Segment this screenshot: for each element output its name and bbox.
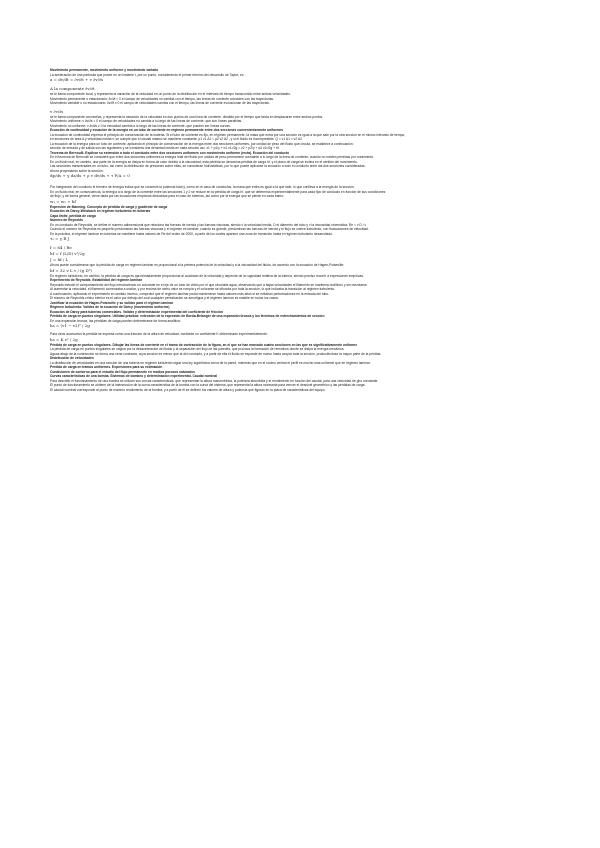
- equation: τ₀ = γ R J: [50, 236, 70, 241]
- body-line: Las secciones transversales en un tubo, así como la distribución de presiones sobre ellas, se consideran hidrostáticas, por lo que puede aplicarse la ecuación a todo el conducto entre las dos secciones consideradas.: [50, 164, 366, 168]
- equation: w₁ = w₂ + hf: [50, 198, 76, 204]
- body-line: sección de entrada y de salida son las siguientes y se considera una densidad media en cada sección así: z1 + p1/γ + α1 v1²/2g = z2 + p2/γ + α2 v2²/2g + hf: [50, 146, 279, 150]
- body-line: Reynolds estudió el comportamiento del flujo introduciendo un colorante en el eje de un tubo de vidrio por el que circulaba agua, observando que a bajas velocidades el filamento se mantenía rectilíneo y sin mezclarse.: [50, 282, 368, 287]
- body-line: Movimiento uniforme: v ∂v/∂s = 0 el campo de velocidades no cambia a lo largo de las líneas de corriente, que son líneas paralelas.: [50, 119, 243, 123]
- section-heading: Capa límite, pérdida de carga: [50, 213, 96, 218]
- equation: hs = (v1 − v2)² / 2g: [50, 323, 90, 328]
- section-heading: Pérdida de carga en tramos uniformes. Expresiones para su estimación: [50, 365, 163, 369]
- body-line: La ecuación de la energía para un tubo de corriente, aplicando el principio de conservación de la energía entre dos secciones uniformes, por unidad de peso del fluido que circula, se establece a continuación:: [50, 141, 354, 146]
- body-line: En el teorema de Bernoulli se considera que entre dos secciones uniformes la energía total del fluido por unidad de peso permanece constante a lo largo de la línea de corriente, cuando no existen pérdidas por rozamiento.: [50, 155, 375, 159]
- body-line: En régimen turbulento, en cambio, la pérdida de carga es aproximadamente proporcional al cuadrado de la velocidad y depende de la rugosidad relativa de la tubería, siendo preciso recurrir a expresiones empíricas.: [50, 273, 364, 278]
- body-line: La aceleración de una partícula que posee en un instante t, por un punto, considerando el primer término del desarrollo de Taylor, es: [50, 72, 244, 77]
- equation: dp/ds + γ dz/ds + ρ v dv/ds + τ P/A = 0: [50, 173, 130, 178]
- body-line: Aguas abajo de la contracción se forma una vena contracta, cuya sección es menor que la del conducto, y a partir de ella el fluido se expande de nuevo hasta ocupar toda la sección, produciéndose la mayor parte de la pérdida.: [50, 351, 382, 356]
- body-line: En una expansión brusca, las pérdidas de carga pueden determinarse de forma analítica:: [50, 318, 181, 323]
- body-line: Para otros accesorios la pérdida se expresa como una fracción de la altura de velocidad, mediante un coeficiente K determinado experimentalmente:: [50, 332, 268, 336]
- section-heading: Movimiento permanente, movimiento uniforme y movimiento variado: [50, 68, 159, 72]
- body-line: El caudal nominal corresponde al punto de máximo rendimiento de la bomba, y a partir de él se definen los valores de altura y potencia que figuran en la placa de características del equipo.: [50, 387, 326, 392]
- section-heading: Ecuación de Darcy para tuberías comerciales. Validez y determinación experimental del coeficiente de fricción: [50, 309, 223, 314]
- equation: J = hf / L: [50, 257, 69, 262]
- section-heading: Teorema de Bernoulli. Explicar su extensión a todo el conducto entre dos secciones uniformes con movimiento uniforme (recta). Ecuación del conducto: [50, 150, 290, 155]
- section-heading: Ecuación de continuidad y ecuación de la energía en un tubo de corriente en régimen permanente entre dos secciones convenientemente uniformes: [50, 128, 284, 132]
- body-line: Movimiento variable o no estacionario: ∂v/∂t ≠ 0 el campo de velocidades cambia con el tiempo, las líneas de corriente evolucionan de las trayectorias.: [50, 101, 270, 105]
- body-line: Movimiento permanente o estacionario: ∂v/∂t = 0 el campo de velocidades no cambia con el tiempo, las líneas de corriente coinciden con las trayectorias.: [50, 96, 274, 101]
- body-line: En un fluido real, en cambio, una parte de la energía se disipa en forma de calor debido a la viscosidad; esta pérdida se denomina pérdida de carga hf, y el plano de carga se inclina en el sentido del movimiento.: [50, 159, 358, 164]
- section-heading: Expresión de Manning. Concepto de pérdida de carga y gradiente de carga: [50, 204, 168, 209]
- body-line: Movimiento no uniforme: v ∂v/∂s ≠ 0 la velocidad cambia a lo largo de las líneas de corriente, que pueden ser líneas curvas.: [50, 123, 231, 128]
- body-line: El punto de funcionamiento se obtiene de la intersección de la curva característica de la bomba con la curva del sistema, que representa la altura necesaria para vencer el desnivel geométrico y las pérdidas de carga.: [50, 383, 366, 387]
- section-heading: Justificar la ecuación de Hagen-Poiseuille y su validez para el régimen laminar: [50, 300, 174, 305]
- section-heading: Pérdida de carga en puntos singulares. Utilidad práctica: extensión de la expresión de Borda-Belanger de una expansión brusca y los términos de estrechamientos de sección: [50, 314, 325, 318]
- equation: a = dv/dt = ∂v/∂t + v ∂v/∂s: [50, 77, 104, 82]
- body-line: se le llama componente local, y representa la variación de la velocidad en un punto de la distribución en el intervalo de tiempo transcurrido entre ambas velocidades.: [50, 92, 291, 96]
- section-heading: Ecuación de Darcy-Weisbach en régimen turbulento en tuberías: [50, 209, 151, 213]
- body-line: se le llama componente convectiva, y representa la variación de la velocidad en dos puntos de una línea de corriente, dividida por el tiempo que tarda en desplazarse entre ambos puntos.: [50, 114, 324, 119]
- body-line: A continuación, aplicando el experimento en sentido inverso, comprobó que el régimen laminar podía mantenerse hasta valores más altos si se evitaban perturbaciones en la entrada del tubo.: [50, 291, 330, 296]
- section-heading: Pérdida de carga en puntos singulares. Dibujar las líneas de corriente en el tramo de contracción de la figura, en el que se han marcado cuatro secciones en las que es significativamente uniforme: [50, 342, 358, 347]
- body-line: La pérdida de carga en puntos singulares se origina por la desaceleración del fluido y la separación del flujo de las paredes, que provoca la formación de remolinos donde se disipa la energía mecánica.: [50, 347, 345, 351]
- body-line: En la práctica, el régimen laminar en tuberías se mantiene hasta valores de Re del orden de 2000, a partir de los cuales aparece una zona de transición hasta el régimen turbulento desarrollado.: [50, 231, 333, 236]
- body-line: La ecuación de continuidad expresa el principio de conservación de la materia. Si el tubo de corriente es fijo, en régimen permanente, la masa que entra por una sección es igual a la que sale por la otra sección en el mismo intervalo de tiempo,: [50, 132, 406, 137]
- body-line: La distribución de velocidades en una sección de una tubería en régimen turbulento sigue una ley logarítmica cerca de la pared, mientras que en el núcleo central el perfil es mucho más uniforme que en régimen laminar.: [50, 360, 371, 365]
- body-line: de flujo, y de forma general, viene dada por las ecuaciones empíricas deducidas para el caso de tuberías, así como por la energía que se pierde en cada tramo:: [50, 194, 285, 198]
- body-line: Al aumentar la velocidad, el filamento comenzaba a oscilar, y por encima de cierto valor se rompía y el colorante se difundía por toda la sección, lo que indicaba la transición al régimen turbulento.: [50, 287, 336, 291]
- body-line: Ahora puede considerarse que la pérdida de carga en régimen laminar es proporcional a la primera potencia de la velocidad y a la viscosidad del fluido, de acuerdo con la ecuación de Hagen-Poiseuille:: [50, 263, 345, 267]
- body-line: Cuando el número de Reynolds es pequeño predominan las fuerzas viscosas y el régimen es laminar; cuando es grande, predominan las fuerzas de inercia y el flujo se vuelve turbulento, con fluctuaciones de velocidad.: [50, 227, 369, 231]
- section-heading: Experimento de Reynolds. Estabilidad del régimen laminar: [50, 278, 142, 282]
- equation: hs = K v² / 2g: [50, 336, 78, 342]
- document-body: [50, 68, 560, 392]
- body-line: Para describir el funcionamiento de una bomba se utilizan sus curvas características, que representan la altura manométrica, la potencia absorbida y el rendimiento en función del caudal, para una velocidad de giro constante.: [50, 378, 379, 383]
- equation: hf = f (L/D) v²/2g: [50, 251, 85, 256]
- body-line: Ahora proyectando sobre la sección:: [50, 168, 104, 173]
- equation: v ∂v/∂s: [50, 108, 64, 114]
- section-heading: Curvas características de una bomba. Sistemas de bombeo y determinación experimental. Caudal nominal: [50, 374, 218, 378]
- equation: A la componente ∂v/∂t: [50, 86, 95, 91]
- equation: hf = 32 ν L v / (g D²): [50, 267, 92, 273]
- section-heading: Distribución de velocidades: [50, 356, 94, 360]
- section-heading: Régimen turbulento: Validez de la ecuación de Darcy (movimiento uniforme): [50, 305, 170, 309]
- section-heading: Número de Reynolds: [50, 218, 83, 222]
- section-heading: Condiciones de contorno para el estudio del flujo permanente en medios porosos saturados: [50, 369, 195, 374]
- body-line: En un fluido real, en consecuencia, la energía a lo largo de la corriente entre las secciones 1 y 2 se reduce en la pérdida de carga hf, que se determina experimentalmente para cada tipo de conducto en función de sus condiciones: [50, 189, 386, 194]
- body-line: en secciones de área A y velocidad media v, se cumple que el caudal másico se mantiene constante: ρ1 v1 A1 = ρ2 v2 A2 , y si el fluido es incompresible: Q = v1 A1 = v2 A2: [50, 137, 302, 141]
- body-line: En un conducto de Reynolds, se define el número adimensional que relaciona las fuerzas de inercia y las fuerzas viscosas, siendo v la velocidad media, D el diámetro del tubo y ν la viscosidad cinemática: Re = v D / ν: [50, 222, 367, 227]
- equation: f = 64 / Re: [50, 245, 72, 250]
- body-line: Por integración del conducto el término de energía indica que se conserva la potencia total y, como en el caso de conductos, la masa que entra es igual a la que sale, lo que conlleva a la energía de la sección.: [50, 185, 355, 189]
- body-line: El número de Reynolds crítico inferior es el valor por debajo del cual cualquier perturbación se amortigua y el régimen laminar es estable en todos los casos.: [50, 296, 279, 300]
